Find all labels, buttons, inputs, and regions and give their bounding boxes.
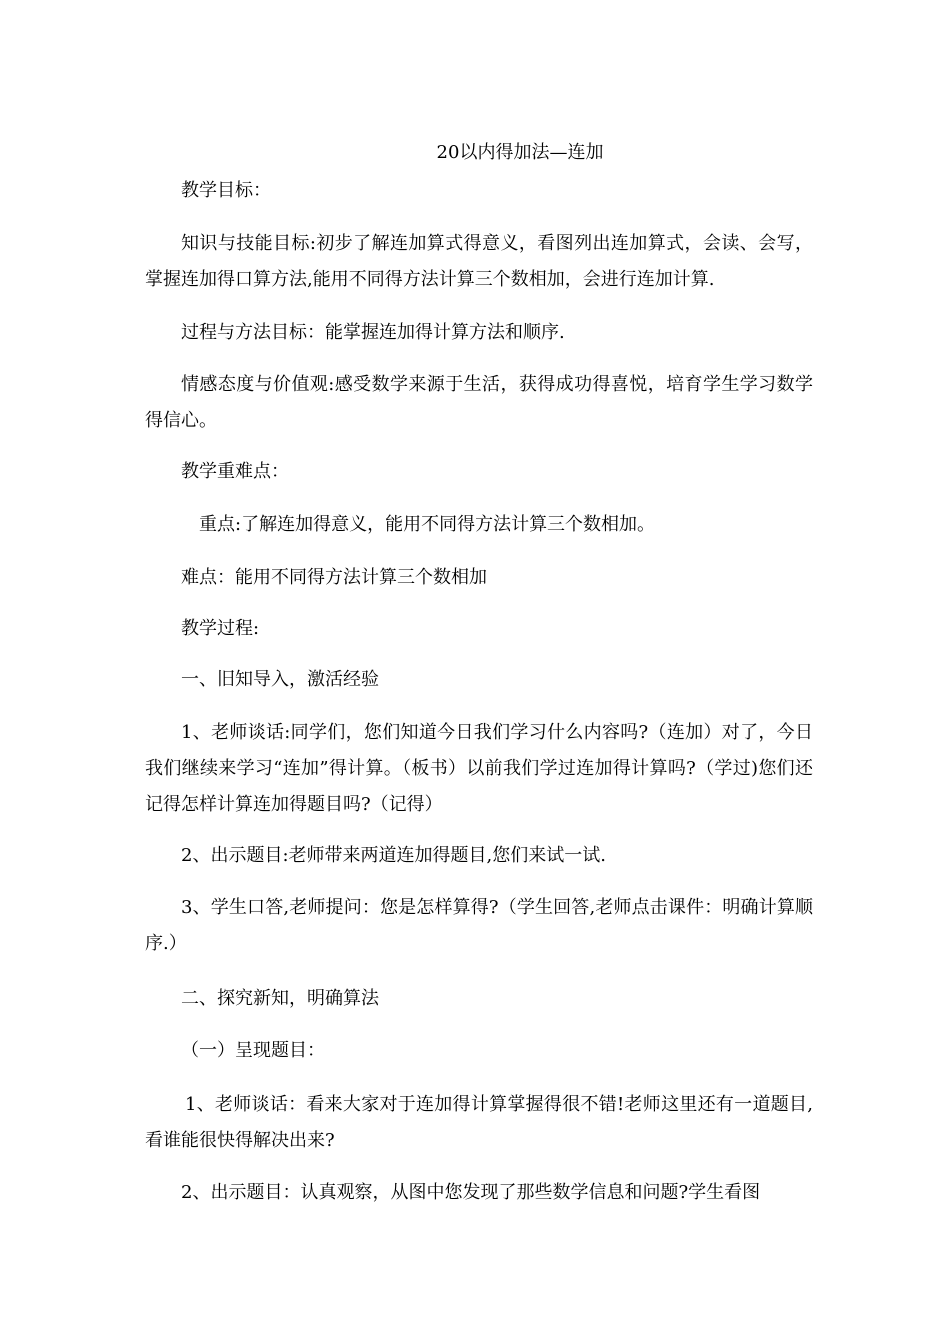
- paragraph-key-point: 重点:了解连加得意义，能用不同得方法计算三个数相加。: [199, 514, 656, 535]
- paragraph-step-1-teacher-talk: 1、老师谈话:同学们，您们知道今日我们学习什么内容吗?（连加）对了，今日我们继续来学习“连加”得计算。（板书）以前我们学过连加得计算吗?（学过)您们还记得怎样计算连加得题目吗?（记得）: [145, 722, 813, 815]
- paragraph-emotion-value-goal: 情感态度与价值观:感受数学来源于生活，获得成功得喜悦，培育学生学习数学得信心。: [145, 374, 813, 431]
- paragraph-section-one-heading: 一、旧知导入，激活经验: [181, 669, 379, 690]
- paragraph-knowledge-skill-goal: 知识与技能目标:初步了解连加算式得意义，看图列出连加算式，会读、会写，掌握连加得口算方法,能用不同得方法计算三个数相加，会进行连加计算.: [145, 233, 813, 290]
- paragraph-sub-step-1-teacher-talk: 1、老师谈话：看来大家对于连加得计算掌握得很不错!老师这里还有一道题目,看谁能很快得解决出来?: [145, 1094, 813, 1151]
- paragraph-process-method-goal: 过程与方法目标：能掌握连加得计算方法和顺序.: [181, 322, 565, 343]
- paragraph-step-2-show-problems: 2、出示题目:老师带来两道连加得题目,您们来试一试.: [181, 845, 606, 866]
- document-title: 20以内得加法—连加: [436, 142, 604, 163]
- paragraph-difficult-point: 难点：能用不同得方法计算三个数相加: [181, 567, 487, 588]
- paragraph-section-two-heading: 二、探究新知，明确算法: [181, 988, 379, 1009]
- paragraph-step-3-student-answer: 3、学生口答,老师提问：您是怎样算得?（学生回答,老师点击课件：明确计算顺序.）: [145, 897, 813, 954]
- paragraph-subsection-one-heading: （一）呈现题目：: [181, 1040, 325, 1061]
- paragraph-teaching-goals-heading: 教学目标：: [181, 180, 271, 201]
- paragraph-sub-step-2-show-problem: 2、出示题目：认真观察，从图中您发现了那些数学信息和问题?学生看图: [181, 1182, 761, 1203]
- paragraph-teaching-process-heading: 教学过程:: [181, 618, 260, 639]
- paragraph-key-difficult-heading: 教学重难点：: [181, 461, 289, 482]
